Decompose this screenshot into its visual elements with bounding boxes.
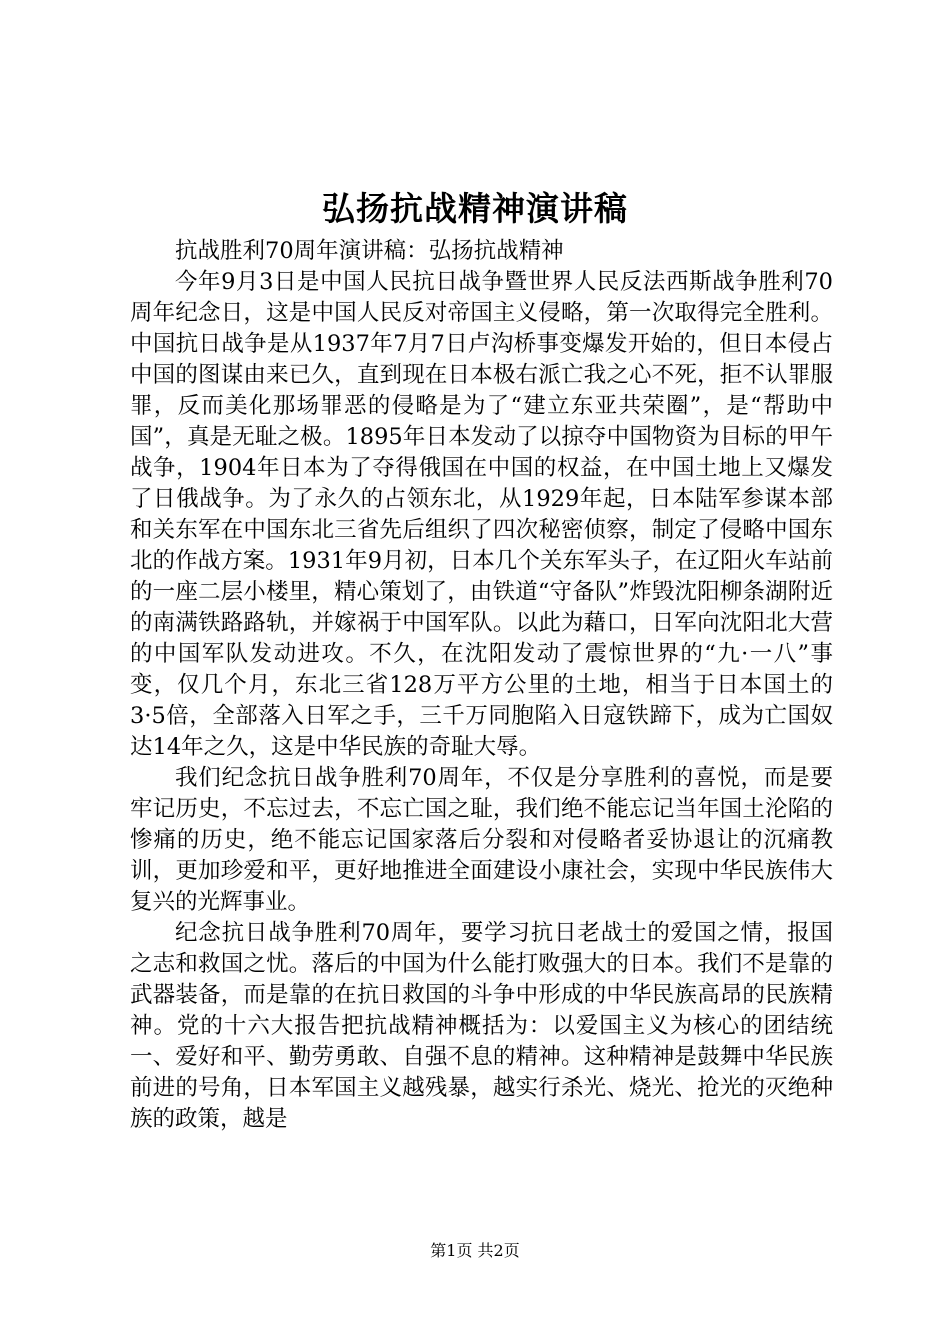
subtitle-paragraph: 抗战胜利70周年演讲稿：弘扬抗战精神 xyxy=(175,238,564,264)
body-paragraph: 纪念抗日战争胜利70周年，要学习抗日老战士的爱国之情，报国之志和救国之忧。落后的中国为什么能打败强大的日本。我们不是靠的武器装备，而是靠的在抗日救国的斗争中形成的中华民族高昂的民族精神。党的十六大报告把抗战精神概括为：以爱国主义为核心的团结统一、爱好和平、勤劳勇敢、自强不息的精神。这种精神是鼓舞中华民族前进的号角，日本军国主义越残暴，越实行杀光、烧光、抢光的灭绝种族的政策，越是 xyxy=(130,920,833,1132)
document-title: 弘扬抗战精神演讲稿 xyxy=(322,189,628,228)
body-paragraph: 我们纪念抗日战争胜利70周年，不仅是分享胜利的喜悦，而是要牢记历史，不忘过去，不忘亡国之耻，我们绝不能忘记当年国土沦陷的惨痛的历史，绝不能忘记国家落后分裂和对侵略者妥协退让的沉痛教训，更加珍爱和平，更好地推进全面建设小康社会，实现中华民族伟大复兴的光辉事业。 xyxy=(130,765,833,915)
page-number-footer: 第1页 共2页 xyxy=(430,1241,520,1260)
document-body xyxy=(130,236,833,1135)
body-paragraph: 今年9月3日是中国人民抗日战争暨世界人民反法西斯战争胜利70周年纪念日，这是中国人民反对帝国主义侵略，第一次取得完全胜利。中国抗日战争是从1937年7月7日卢沟桥事变爆发开始的，但日本侵占中国的图谋由来已久，直到现在日本极右派亡我之心不死，拒不认罪服罪，反而美化那场罪恶的侵略是为了“建立东亚共荣圈”，是“帮助中国”，真是无耻之极。1895年日本发动了以掠夺中国物资为目标的甲午战争，1904年日本为了夺得俄国在中国的权益，在中国土地上又爆发了日俄战争。为了永久的占领东北，从1929年起，日本陆军参谋本部和关东军在中国东北三省先后组织了四次秘密侦察，制定了侵略中国东北的作战方案。1931年9月初，日本几个关东军头子，在辽阳火车站前的一座二层小楼里，精心策划了，由铁道“守备队”炸毁沈阳柳条湖附近的南满铁路路轨，并嫁祸于中国军队。以此为藉口，日军向沈阳北大营的中国军队发动进攻。不久，在沈阳发动了震惊世界的“九·一八”事变，仅几个月，东北三省128万平方公里的土地，相当于日本国土的3·5倍，全部落入日军之手，三千万同胞陷入日寇铁蹄下，成为亡国奴达14年之久，这是中华民族的奇耻大辱。 xyxy=(130,269,833,760)
